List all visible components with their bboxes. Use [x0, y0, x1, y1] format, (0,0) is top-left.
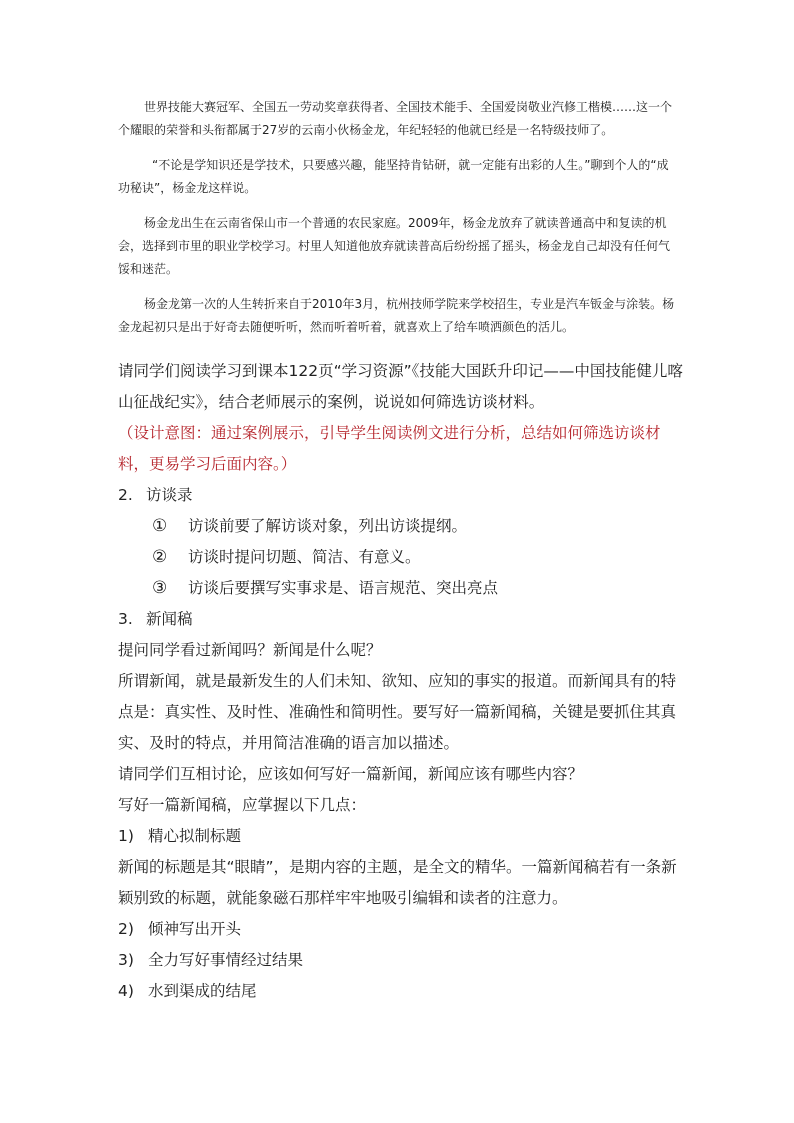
point-4-title: 水到渠成的结尾	[148, 982, 257, 1000]
section-2-title: 访谈录	[146, 486, 193, 504]
question-2: 请同学们互相讨论，应该如何写好一篇新闻，新闻应该有哪些内容？	[118, 765, 584, 783]
news-definition: 所谓新闻，就是最新发生的人们未知、欲知、应知的事实的报道。而新闻具有的特点是：真实性、及时性、准确性和简明性。要写好一篇新闻稿，关键是要抓住其真实、及时的特点，并用简洁准确的语言加以描述。	[118, 672, 677, 752]
section-3-number: 3.	[118, 610, 133, 628]
item-text: 访谈后要撰写实事求是、语言规范、突出亮点	[188, 579, 499, 597]
item-text: 访谈前要了解访谈对象，列出访谈提纲。	[188, 517, 468, 535]
item-marker: ①	[152, 516, 168, 536]
point-3-heading	[118, 945, 686, 976]
point-3-number: 3)	[118, 951, 134, 969]
excerpt-paragraph-3: 杨金龙出生在云南省保山市一个普通的农民家庭。2009年，杨金龙放弃了就读普通高中和复读的机会，选择到市里的职业学校学习。村里人知道他放弃就读普高后纷纷摇了摇头，杨金龙自己却没有任何气馁和迷茫。	[118, 216, 671, 276]
point-2-title: 倾神写出开头	[148, 920, 242, 938]
item-marker: ③	[152, 578, 168, 598]
interview-item-2	[118, 542, 686, 573]
point-2-number: 2)	[118, 920, 134, 938]
section-2-heading	[118, 480, 686, 511]
section-3-heading	[118, 604, 686, 635]
point-1-heading	[118, 821, 686, 852]
excerpt-paragraph-4: 杨金龙第一次的人生转折来自于2010年3月，杭州技师学院来学校招生，专业是汽车钣金与涂装。杨金龙起初只是出于好奇去随便听听，然而听着听着，就喜欢上了给车喷洒颜色的活儿。	[118, 297, 675, 334]
excerpt-paragraph-1: 世界技能大赛冠军、全国五一劳动奖章获得者、全国技术能手、全国爱岗敬业汽修工楷模……这一个个耀眼的荣誉和头衔都属于27岁的云南小伙杨金龙，年纪轻轻的他就已经是一名特级技师了。	[118, 100, 673, 137]
section-3-title: 新闻稿	[146, 610, 193, 628]
point-1-description: 新闻的标题是其“眼睛”，是期内容的主题，是全文的精华。一篇新闻稿若有一条新颖别致的标题，就能象磁石那样牢牢地吸引编辑和读者的注意力。	[118, 858, 677, 907]
design-note: （设计意图：通过案例展示，引导学生阅读例文进行分析，总结如何筛选访谈材料，更易学习后面内容。）	[118, 424, 661, 473]
section-2-number: 2.	[118, 486, 133, 504]
intro-paragraph: 请同学们阅读学习到课本122页“学习资源”《技能大国跃升印记——中国技能健儿喀山征战纪实》，结合老师展示的案例，说说如何筛选访谈材料。	[118, 362, 683, 411]
question-1: 提问同学看过新闻吗？新闻是什么呢？	[118, 641, 382, 659]
point-2-heading	[118, 914, 686, 945]
point-4-heading	[118, 976, 686, 1007]
item-marker: ②	[152, 547, 168, 567]
interview-item-3	[118, 573, 686, 604]
point-1-number: 1)	[118, 827, 134, 845]
excerpt-paragraph-2: “不论是学知识还是学技术，只要感兴趣，能坚持肯钻研，就一定能有出彩的人生。”聊到个人的“成功秘诀”，杨金龙这样说。	[118, 158, 669, 195]
item-text: 访谈时提问切题、简洁、有意义。	[188, 548, 421, 566]
main-body	[118, 356, 686, 1007]
point-3-title: 全力写好事情经过结果	[148, 951, 304, 969]
point-4-number: 4)	[118, 982, 134, 1000]
point-1-title: 精心拟制标题	[148, 827, 242, 845]
points-intro: 写好一篇新闻稿，应掌握以下几点：	[118, 796, 367, 814]
excerpt-block	[118, 96, 680, 351]
interview-item-1	[118, 511, 686, 542]
